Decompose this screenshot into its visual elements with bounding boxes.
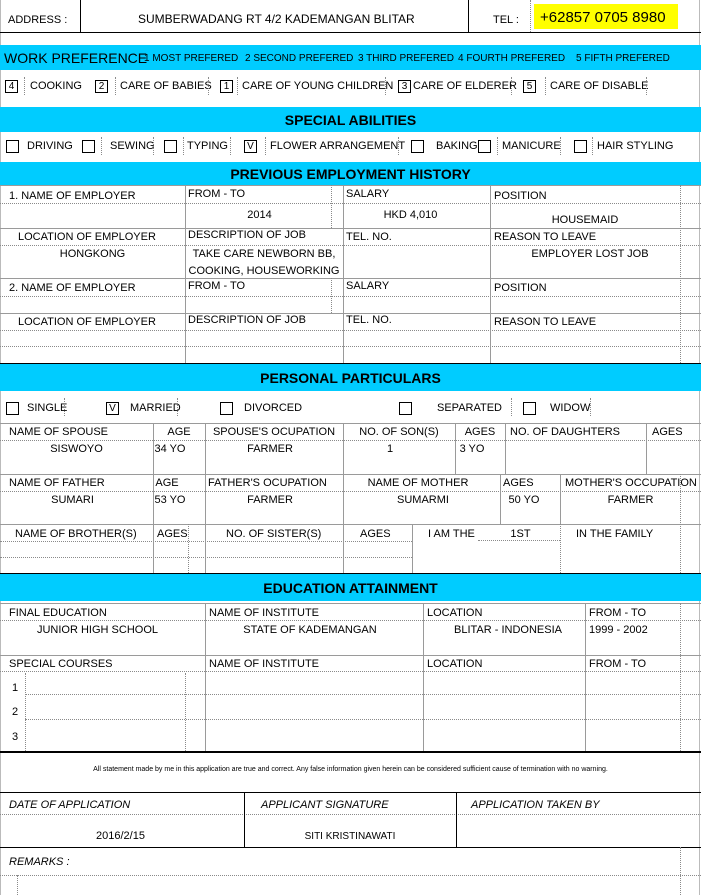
sons-value: 1 — [386, 443, 394, 455]
employer1-desc-line1: TAKE CARE NEWBORN BB, — [192, 248, 336, 260]
checkbox-sewing[interactable] — [82, 140, 95, 153]
final-education-value: JUNIOR HIGH SCHOOL — [36, 624, 158, 636]
sisters-label: NO. OF SISTER(S) — [226, 528, 322, 540]
employer2-desc-label: DESCRIPTION OF JOB — [188, 314, 306, 326]
ability-sewing: SEWING — [110, 140, 155, 152]
employer2-position-label: POSITION — [494, 282, 547, 294]
divider — [80, 0, 81, 32]
father-occupation-value: FARMER — [247, 494, 293, 506]
status-single: SINGLE — [27, 402, 68, 414]
scale-1: 1 MOST PREFERED — [144, 53, 239, 64]
employer1-salary-value: HKD 4,010 — [383, 209, 438, 221]
mother-value: SUMARMI — [397, 494, 449, 506]
employer1-position-value: HOUSEMAID — [551, 214, 619, 226]
course-row-2: 2 — [12, 706, 19, 718]
spouse-occupation-value: FARMER — [247, 443, 293, 455]
checkbox-driving[interactable] — [6, 140, 19, 153]
tel-value: +62857 0705 8980 — [540, 9, 666, 26]
employer1-name-label: 1. NAME OF EMPLOYER — [9, 190, 136, 202]
remarks-label: REMARKS : — [9, 856, 70, 868]
courses-from-to-label: FROM - TO — [589, 658, 647, 670]
employment-title: PREVIOUS EMPLOYMENT HISTORY — [230, 166, 471, 182]
pref-disable: CARE OF DISABLE — [550, 80, 649, 92]
scale-3: 3 THIRD PREFERED — [358, 53, 454, 64]
ability-typing: TYPING — [187, 140, 228, 152]
sons-label: NO. OF SON(S) — [359, 426, 439, 438]
statement-text: All statement made by me in this application are true and correct. Any false information given herein can be considered sufficient cause of termination with no warning. — [93, 766, 608, 773]
sons-ages-label: AGES — [464, 426, 496, 438]
daughters-label: NO. OF DAUGHTERS — [510, 426, 621, 438]
spouse-value: SISWOYO — [50, 443, 103, 455]
checkbox-married[interactable]: V — [106, 402, 119, 415]
brothers-ages-label: AGES — [157, 528, 188, 540]
special-abilities-title: SPECIAL ABILITIES — [284, 112, 417, 128]
location-value: BLITAR - INDONESIA — [454, 624, 562, 636]
address-value: SUMBERWADANG RT 4/2 KADEMANGAN BLITAR — [138, 12, 415, 26]
tel-label: TEL : — [493, 14, 519, 26]
status-divorced: DIVORCED — [244, 402, 303, 414]
employer1-location-value: HONGKONG — [59, 248, 126, 260]
status-separated: SEPARATED — [437, 402, 502, 414]
father-age-label: AGE — [155, 477, 179, 489]
employer1-reason-label: REASON TO LEAVE — [494, 231, 597, 243]
checkbox-baking[interactable] — [411, 140, 424, 153]
course-row-3: 3 — [12, 731, 19, 743]
checkbox-widow[interactable] — [523, 402, 536, 415]
pref-elderer: CARE OF ELDERER — [413, 80, 517, 92]
checkbox-divorced[interactable] — [220, 402, 233, 415]
spouse-label: NAME OF SPOUSE — [9, 426, 109, 438]
employer1-tel-label: TEL. NO. — [346, 231, 392, 243]
signature-value: SITI KRISTINAWATI — [304, 831, 396, 842]
rank-input-elderer[interactable]: 3 — [398, 80, 411, 93]
employer1-position-label: POSITION — [494, 190, 547, 202]
address-label: ADDRESS : — [8, 14, 68, 26]
employer1-from-value: 2014 — [247, 209, 272, 221]
pref-young-children: CARE OF YOUNG CHILDREN — [242, 80, 394, 92]
i-am-the-label: I AM THE — [428, 528, 475, 540]
courses-institute-label: NAME OF INSTITUTE — [209, 658, 319, 670]
father-label: NAME OF FATHER — [9, 477, 105, 489]
taken-by-label: APPLICATION TAKEN BY — [471, 799, 600, 811]
final-education-label: FINAL EDUCATION — [9, 607, 107, 619]
education-title: EDUCATION ATTAINMENT — [263, 580, 438, 596]
employer1-salary-label: SALARY — [346, 188, 390, 200]
employer2-salary-label: SALARY — [346, 280, 390, 292]
employer2-from-label: FROM - TO — [188, 280, 246, 292]
signature-label: APPLICANT SIGNATURE — [261, 799, 389, 811]
pref-cooking: COOKING — [30, 80, 82, 92]
status-widow: WIDOW — [550, 402, 591, 414]
mother-occupation-label: MOTHER'S OCCUPATION — [565, 477, 697, 489]
date-value: 2016/2/15 — [96, 830, 145, 842]
mother-label: NAME OF MOTHER — [367, 477, 469, 489]
sisters-ages-label: AGES — [360, 528, 391, 540]
checkbox-manicure[interactable] — [478, 140, 491, 153]
personal-title: PERSONAL PARTICULARS — [260, 370, 441, 386]
employer2-name-label: 2. NAME OF EMPLOYER — [9, 282, 136, 294]
employer2-location-label: LOCATION OF EMPLOYER — [18, 316, 156, 328]
scale-4: 4 FOURTH PREFERED — [458, 53, 566, 64]
spouse-age-label: AGE — [167, 426, 191, 438]
scale-2: 2 SECOND PREFERED — [245, 53, 354, 64]
ability-flower-arrangement: FLOWER ARRANGEMENT — [270, 140, 406, 152]
employer1-from-label: FROM - TO — [188, 188, 246, 200]
father-age-value: 53 YO — [154, 494, 186, 506]
spouse-occupation-label: SPOUSE'S OCUPATION — [212, 426, 336, 438]
courses-location-label: LOCATION — [427, 658, 483, 670]
employer1-desc-label: DESCRIPTION OF JOB — [188, 229, 306, 241]
employer2-reason-label: REASON TO LEAVE — [494, 316, 597, 328]
mother-age-value: 50 YO — [508, 494, 540, 506]
mother-ages-label: AGES — [503, 477, 534, 489]
location-label: LOCATION — [427, 607, 483, 619]
special-courses-label: SPECIAL COURSES — [9, 658, 113, 670]
checkbox-typing[interactable] — [164, 140, 177, 153]
from-to-value: 1999 - 2002 — [589, 624, 648, 636]
father-occupation-label: FATHER'S OCUPATION — [208, 477, 327, 489]
spouse-age-value: 34 YO — [154, 443, 186, 455]
checkbox-flower-arrangement[interactable]: V — [244, 140, 257, 153]
checkbox-hair-styling[interactable] — [574, 140, 587, 153]
ability-hair-styling: HAIR STYLING — [597, 140, 674, 152]
employer1-reason-value: EMPLOYER LOST JOB — [531, 248, 649, 260]
divider — [468, 0, 469, 32]
in-the-family-label: IN THE FAMILY — [576, 528, 654, 540]
employer1-desc-line2: COOKING, HOUSEWORKING — [188, 265, 340, 277]
ability-baking: BAKING — [436, 140, 478, 152]
rank-input-babies[interactable]: 2 — [95, 80, 108, 93]
pref-babies: CARE OF BABIES — [120, 80, 212, 92]
mother-occupation-value: FARMER — [607, 494, 654, 506]
sons-ages-value: 3 YO — [459, 443, 485, 455]
institute-label: NAME OF INSTITUTE — [209, 607, 319, 619]
status-married: MARRIED — [130, 402, 181, 414]
brothers-label: NAME OF BROTHER(S) — [15, 528, 137, 540]
father-value: SUMARI — [51, 494, 94, 506]
employer1-location-label: LOCATION OF EMPLOYER — [18, 231, 156, 243]
checkbox-separated[interactable] — [399, 402, 412, 415]
employer2-tel-label: TEL. NO. — [346, 314, 392, 326]
daughters-ages-label: AGES — [652, 426, 683, 438]
rank-input-young-children[interactable]: 1 — [220, 80, 233, 93]
date-label: DATE OF APPLICATION — [9, 799, 131, 811]
from-to-label: FROM - TO — [589, 607, 647, 619]
birth-order-value: 1ST — [510, 528, 531, 540]
rank-input-cooking[interactable]: 4 — [5, 80, 18, 93]
work-preference-title: WORK PREFERENCE — [4, 50, 148, 66]
ability-driving: DRIVING — [27, 140, 73, 152]
ability-manicure: MANICURE — [502, 140, 561, 152]
institute-value: STATE OF KADEMANGAN — [243, 624, 377, 636]
course-row-1: 1 — [12, 682, 19, 694]
rank-input-disable[interactable]: 5 — [523, 80, 536, 93]
checkbox-single[interactable] — [6, 402, 19, 415]
scale-5: 5 FIFTH PREFERED — [576, 53, 670, 64]
